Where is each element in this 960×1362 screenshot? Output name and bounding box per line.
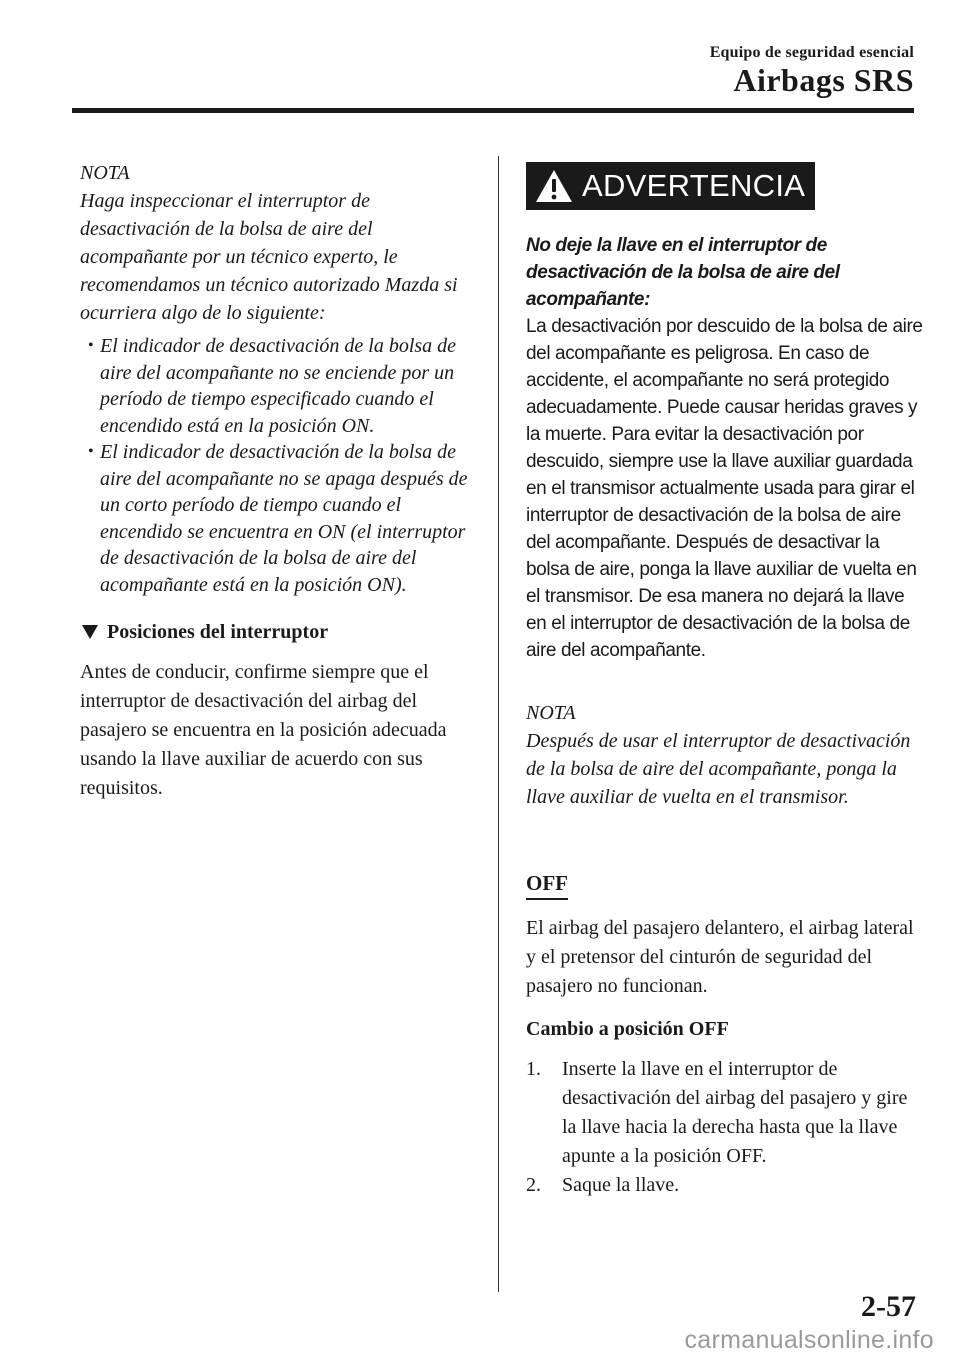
left-column	[80, 160, 470, 803]
warning-label: ADVERTENCIA	[582, 168, 806, 203]
note-bullet-item	[80, 439, 470, 598]
note-text: Después de usar el interruptor de desactivación de la bolsa de aire del acompañante, ponga la llave auxiliar de vuelta en el transmisor.	[526, 730, 911, 808]
step-item	[526, 1171, 926, 1200]
off-description: El airbag del pasajero delantero, el airbag lateral y el pretensor del cinturón de seguridad del pasajero no funcionan.	[526, 917, 914, 997]
down-triangle-icon	[82, 625, 98, 639]
switch-positions-text: Antes de conducir, confirme siempre que el interruptor de desactivación del airbag del pasajero se encuentra en la posición adecuada usando la llave auxiliar de acuerdo con sus requisitos.	[80, 661, 447, 799]
note-bullet-list	[80, 333, 470, 598]
right-column	[526, 160, 926, 1200]
bullet-dot-icon: •	[88, 443, 94, 460]
note-bullet-text: El indicador de desactivación de la bolsa de aire del acompañante no se apaga después de un corto período de tiempo cuando el encendido se encuentra en ON (el interruptor de desactivación de la bolsa de aire del acompañante está en la posición ON).	[100, 441, 468, 596]
bullet-dot-icon: •	[88, 337, 94, 354]
watermark: carmanualsonline.info	[684, 1326, 934, 1354]
step-number: 1.	[526, 1058, 541, 1080]
change-off-heading: Cambio a posición OFF	[526, 1018, 729, 1040]
note-text: Haga inspeccionar el interruptor de desactivación de la bolsa de aire del acompañante por un técnico experto, le recomendamos un técnico autorizado Mazda si ocurriera algo de lo siguiente:	[80, 190, 458, 324]
off-label: OFF	[526, 869, 568, 900]
warning-banner	[526, 162, 815, 210]
header-section-title: Equipo de seguridad esencial	[709, 44, 914, 61]
note-title: NOTA	[526, 702, 576, 724]
column-divider	[498, 156, 499, 1292]
note-bullet-text: El indicador de desactivación de la bolsa de aire del acompañante no se enciende por un período de tiempo especificado cuando el encendido está en la posición ON.	[100, 335, 457, 437]
step-text: Saque la llave.	[562, 1174, 680, 1196]
header-chapter-title: Airbags SRS	[733, 62, 914, 98]
step-number: 2.	[526, 1174, 541, 1196]
note-bullet-item	[80, 333, 470, 439]
warning-heading: No deje la llave en el interruptor de desactivación de la bolsa de aire del acompañante:	[526, 235, 840, 310]
step-item	[526, 1055, 926, 1171]
warning-body: La desactivación por descuido de la bolsa de aire del acompañante es peligrosa. En caso de accidente, el acompañante no será protegido adecuadamente. Puede causar heridas graves y la muerte. Para evitar la desactivación por descuido, siempre use la llave auxiliar guardada en el transmisor actualmente usada para girar el interruptor de desactivación de la bolsa de aire del acompañante. Después de desactivar la bolsa de aire, ponga la llave auxiliar de vuelta en el transmisor. De esa manera no dejará la llave en el interruptor de desactivación de la bolsa de aire del acompañante.	[526, 316, 923, 661]
subsection-title: Posiciones del interruptor	[107, 621, 329, 643]
page-number: 2-57	[861, 1290, 916, 1323]
step-text: Inserte la llave en el interruptor de desactivación del airbag del pasajero y gire la llave hacia la derecha hasta que la llave apunte a la posición OFF.	[562, 1058, 908, 1167]
step-list	[526, 1055, 926, 1200]
warning-triangle-icon	[534, 168, 574, 204]
note-title: NOTA	[80, 162, 130, 184]
header-rule	[72, 108, 914, 113]
subsection-heading	[80, 618, 470, 646]
